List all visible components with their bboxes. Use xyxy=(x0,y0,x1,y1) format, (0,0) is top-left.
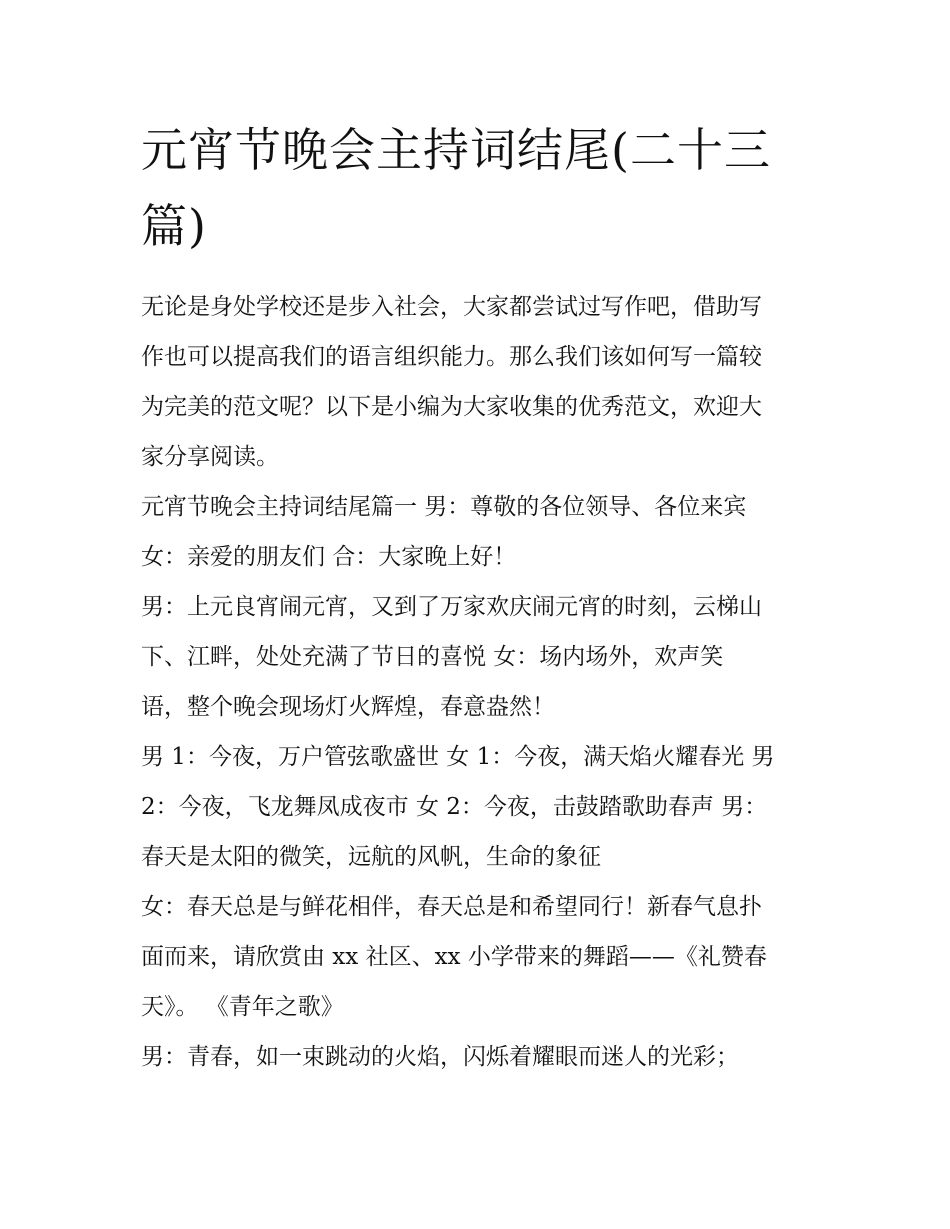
text-line: 为完美的范文呢？以下是小编为大家收集的优秀范文，欢迎大 xyxy=(141,394,762,420)
paragraph-opening xyxy=(141,482,813,582)
paragraph-tonight xyxy=(141,732,813,882)
text-line: 春天是太阳的微笑，远航的风帆，生命的象征 xyxy=(141,844,601,870)
document-body xyxy=(141,282,813,1082)
text-line: 女：春天总是与鲜花相伴，春天总是和希望同行！新春气息扑 xyxy=(141,894,762,920)
text-line: 男：上元良宵闹元宵，又到了万家欢庆闹元宵的时刻，云梯山 xyxy=(141,594,762,620)
title-line: 元宵节晚会主持词结尾(二十三 xyxy=(141,123,771,177)
text-line: 元宵节晚会主持词结尾篇一 男：尊敬的各位领导、各位来宾 xyxy=(141,494,747,520)
paragraph-spring xyxy=(141,882,813,1032)
text-line: 家分享阅读。 xyxy=(141,444,279,470)
paragraph-youth xyxy=(141,1032,813,1082)
document-page xyxy=(141,112,813,1082)
text-line: 男 1：今夜，万户管弦歌盛世 女 1：今夜，满天焰火耀春光 男 xyxy=(141,744,775,770)
title-line: 篇) xyxy=(141,199,207,253)
text-line: 作也可以提高我们的语言组织能力。那么我们该如何写一篇较 xyxy=(141,344,762,370)
paragraph-lantern-night xyxy=(141,582,813,732)
document-title xyxy=(141,112,813,264)
text-line: 下、江畔，处处充满了节日的喜悦 女：场内场外，欢声笑 xyxy=(141,644,724,670)
text-line: 无论是身处学校还是步入社会，大家都尝试过写作吧，借助写 xyxy=(141,294,762,320)
text-line: 2：今夜，飞龙舞凤成夜市 女 2：今夜，击鼓踏歌助春声 男： xyxy=(141,794,768,820)
text-line: 天》。 《青年之歌》 xyxy=(141,994,344,1020)
paragraph-intro xyxy=(141,282,813,482)
text-line: 女：亲爱的朋友们 合：大家晚上好！ xyxy=(141,544,517,570)
text-line: 男：青春，如一束跳动的火焰，闪烁着耀眼而迷人的光彩； xyxy=(141,1044,739,1070)
text-line: 语，整个晚会现场灯火辉煌，春意盎然！ xyxy=(141,694,555,720)
text-line: 面而来，请欣赏由 xx 社区、xx 小学带来的舞蹈——《礼赞春 xyxy=(141,944,767,970)
